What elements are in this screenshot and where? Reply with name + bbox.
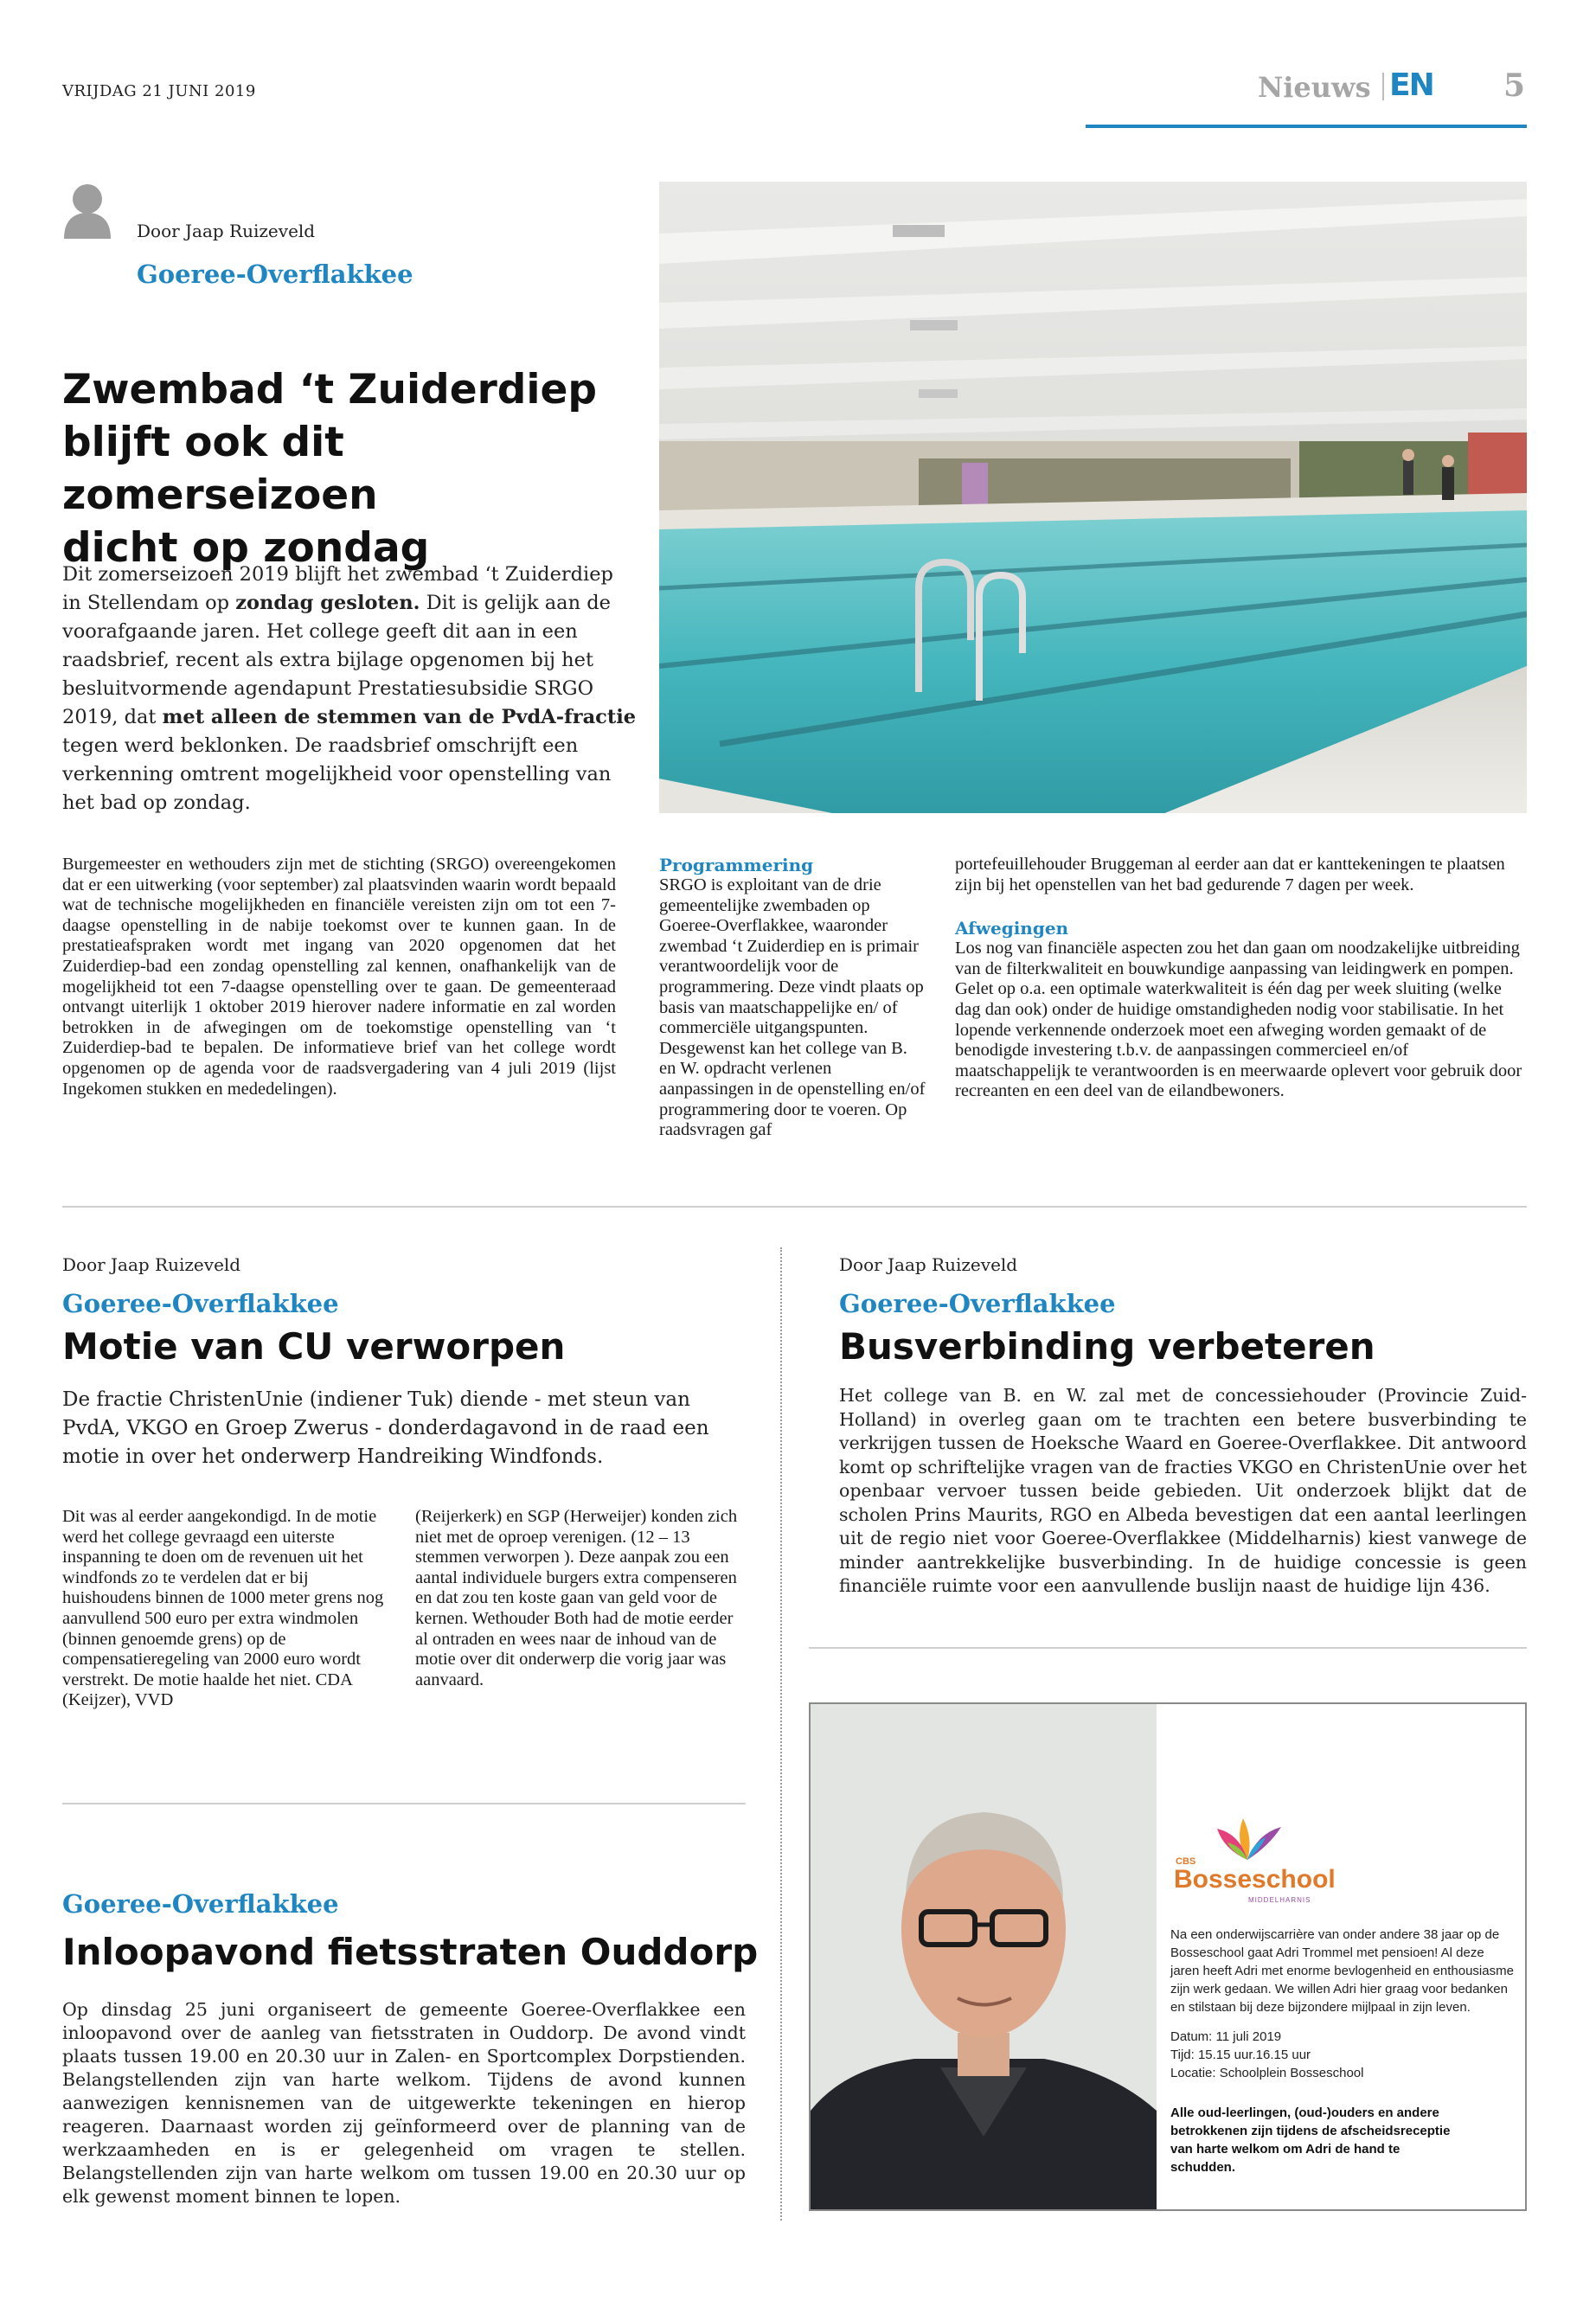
column-separator <box>780 1247 782 2221</box>
article1-col2-text: SRGO is exploitant van de drie gemeentelijke zwembaden op Goeree-Overflakkee, waaronder zwembad ‘t Zuiderdiep en is primair verantwoordelijk voor de programmering. Deze vindt plaats op basis van maatschappelijke en/ of commerciële uitgangspunten. Desgewenst kan het college van B. en W. opdracht verlenen aanpassingen in de openstelling en/of programmering door te voeren. Op raadsvragen gaf <box>659 875 926 1140</box>
divider-right <box>809 1647 1527 1649</box>
article1-col1: Burgemeester en wethouders zijn met de stichting (SRGO) overeengekomen dat er een uitwerking (voor september) zal plaatsvinden waarin wordt bepaald wat de technische mogelijkheden en financiële vereisten zijn om tot een 7-daagse openstelling in de nabije toekomst over te kunnen gaan. In de prestatieafspraken wordt met ingang van 2020 opgenomen dat het Zuiderdiep-bad een zondag openstelling zal kennen, onafhankelijk van de mogelijkheid tot een 7-daagse openstelling over te gaan. De gemeenteraad ontvangt uiterlijk 1 oktober 2019 hierover nadere informatie en zal worden betrokken in de afwegingen om de toekomstige openstelling van ‘t Zuiderdiep-bad te bepalen. De informatieve brief van het college wordt opgenomen op de agenda voor de raadsvergadering van 4 juli 2019 (lijst Ingekomen stukken en mededelingen). <box>62 855 616 1099</box>
logo-cbs: CBS <box>1176 1856 1196 1867</box>
author-avatar-icon <box>62 182 112 239</box>
article2-lead: De fractie ChristenUnie (indiener Tuk) diende - met steun van PvdA, VKGO en Groep Zwerus - donderdagavond in de raad een motie in over het onderwerp Handreiking Windfonds. <box>62 1388 709 1468</box>
subhead-afwegingen: Afwegingen <box>955 918 1069 939</box>
lead-bold-2: met alleen de stemmen van de PvdA-fractie <box>162 706 637 728</box>
pool-photo <box>659 182 1527 813</box>
bosseschool-logo <box>1170 1815 1343 1910</box>
masthead-divider <box>1382 73 1384 100</box>
article4-title: Inloopavond fietsstraten Ouddorp <box>62 1931 759 1973</box>
divider-left <box>62 1803 746 1804</box>
article1-byline: Door Jaap Ruizeveld <box>137 221 316 241</box>
logo-place: MIDDELHARNIS <box>1248 1896 1311 1904</box>
article1-title <box>62 363 651 574</box>
article2-col2: (Reijerkerk) en SGP (Herweijer) konden zich niet met de oproep verenigen. (12 – 13 stemmen verworpen ). Deze aanpak zou een aantal individuele burgers extra compenseren en dat zou ten koste gaan van geld voor de kernen. Wethouder Both had de motie eerder al ontraden en wees naar de inhoud van de motie over dit onderwerp die vorig jaar was aanvaard. <box>415 1507 738 1689</box>
ad-cta: Alle oud-leerlingen, (oud-)ouders en andere betrokkenen zijn tijdens de afscheidsreceptie van harte welkom om Adri de hand te schudden. <box>1170 2106 1451 2175</box>
ad-bosseschool <box>809 1702 1527 2211</box>
article4-body: Op dinsdag 25 juni organiseert de gemeente Goeree-Overflakkee een inloopavond over de aanleg van fietsstraten in Ouddorp. De avond vindt plaats tussen 19.00 en 20.30 uur in Zalen- en Sportcomplex Dorpstienden. Belangstellenden zijn van harte welkom. Tijdens de avond kunnen aanwezigen kennisnemen van de uitgewerkte tekeningen en hierop reageren. Daarnaast worden zij geïnformeerd over de planning van de werkzaamheden en is er gelegenheid om vragen te stellen. Belangstellenden zijn van harte welkom om tussen 19.00 en 20.30 uur op elk gewenst moment binnen te lopen. <box>62 1999 746 2207</box>
page-number: 5 <box>1503 67 1526 104</box>
portrait-photo <box>811 1704 1157 2209</box>
article1-col3 <box>955 855 1526 1102</box>
article2-title: Motie van CU verworpen <box>62 1325 566 1368</box>
divider-top <box>62 1206 1527 1208</box>
subhead-programmering: Programmering <box>659 855 814 875</box>
article3-byline: Door Jaap Ruizeveld <box>839 1254 1018 1275</box>
ad-text: Na een onderwijscarrière van onder andere 38 jaar op de Bosseschool gaat Adri Trommel met pensioen! Al deze jaren heeft Adri met enorme bevlogenheid en enthousiasme zijn werk gedaan. We willen Adri hier graag voor bedanken en stilstaan bij deze bijzondere mijlpaal in zijn leven. <box>1170 1927 1514 2015</box>
article1-lead: Dit zomerseizoen 2019 blijft het zwembad ‘t Zuiderdiep in Stellendam op zondag gesloten. Dit is gelijk aan de voorafgaande jaren. Het college geeft dit aan in een raadsbrief, recent als extra bijlage opgenomen bij het besluitvormende agendapunt Prestatiesubsidie SRGO 2019, dat met alleen de stemmen van de PvdA-fractie tegen werd beklonken. De raadsbrief omschrijft een verkenning omtrent mogelijkheid voor openstelling van het bad op zondag. <box>62 563 637 814</box>
logo-name: Bosseschool <box>1174 1865 1336 1894</box>
article3-body: Het college van B. en W. zal met de concessiehouder (Provincie Zuid-Holland) in overleg gaan om te trachten een betere busverbinding te verkrijgen tussen de Hoeksche Waard en Goeree-Overflakkee. Dit antwoord komt op schriftelijke vragen van de fracties VKGO en ChristenUnie over het openbaar vervoer tussen beide gebieden. Uit onderzoek blijkt dat de scholen Prins Maurits, RGO en Albeda bevestigen dat een aantal leerlingen uit de regio niet voor Goeree-Overflakkee (Middelharnis) kiest vanwege de minder aantrekkelijke busverbinding. In de huidige concessie is geen financiële ruimte voor een aanvullende buslijn naast de huidige lijn 436. <box>839 1385 1527 1596</box>
lead-bold-1: zondag gesloten. <box>235 592 420 614</box>
article1-col2 <box>659 855 927 1141</box>
ad-time: Tijd: 15.15 uur.16.15 uur <box>1170 2048 1311 2062</box>
section-label: Nieuws <box>1258 71 1371 104</box>
brand-logo: EN <box>1389 67 1433 103</box>
article1-title-line3: dicht op zondag <box>62 524 430 572</box>
ad-date: Datum: 11 juli 2019 <box>1170 2029 1282 2044</box>
masthead-rule <box>1086 125 1527 128</box>
article3-title: Busverbinding verbeteren <box>839 1325 1375 1368</box>
article1-col3-text-a: portefeuillehouder Bruggeman al eerder aan dat er kanttekeningen te plaatsen zijn bij het openstellen van het bad gedurende 7 dagen per week. <box>955 855 1505 894</box>
article2-byline: Door Jaap Ruizeveld <box>62 1254 241 1275</box>
article3-region: Goeree-Overflakkee <box>839 1289 1116 1318</box>
article1-region: Goeree-Overflakkee <box>137 260 413 289</box>
masthead <box>1254 67 1540 102</box>
ad-location: Locatie: Schoolplein Bosseschool <box>1170 2066 1364 2080</box>
article1-col3-text-b: Los nog van financiële aspecten zou het dan gaan om noodzakelijke uitbreiding van de filterkwaliteit en bouwkundige aanpassing van leidingwerk en pompen. Gelet op o.a. een optimale waterkwaliteit is één dag per week sluiting (welke dag dan ook) onder de huidige omstandigheden nodig voor stabilisatie. In het lopende verkennende onderzoek moet een afweging worden gemaakt of de benodigde investering t.b.v. de aanpassingen commercieel en/of maatschappelijk te verantwoorden is en meerwaarde oplevert voor gebruik door recreanten en een deel van de eilandbewoners. <box>955 939 1522 1101</box>
article2-region: Goeree-Overflakkee <box>62 1289 339 1318</box>
page-date: VRIJDAG 21 JUNI 2019 <box>62 82 256 100</box>
article2-col1: Dit was al eerder aangekondigd. In de motie werd het college gevraagd een uiterste inspanning te doen om de revenuen uit het windfonds zo te verdelen dat er bij huishoudens binnen de 1000 meter grens nog aanvullend 500 euro per extra windmolen (binnen genoemde grens) op de compensatieregeling van 2000 euro wordt verstrekt. De motie haalde het niet. CDA (Keijzer), VVD <box>62 1507 384 1710</box>
flower-logo-icon <box>1208 1815 1286 1862</box>
article1-title-line2: blijft ook dit zomerseizoen <box>62 419 378 519</box>
article4-region: Goeree-Overflakkee <box>62 1889 339 1919</box>
article1-title-line1: Zwembad ‘t Zuiderdiep <box>62 366 598 413</box>
